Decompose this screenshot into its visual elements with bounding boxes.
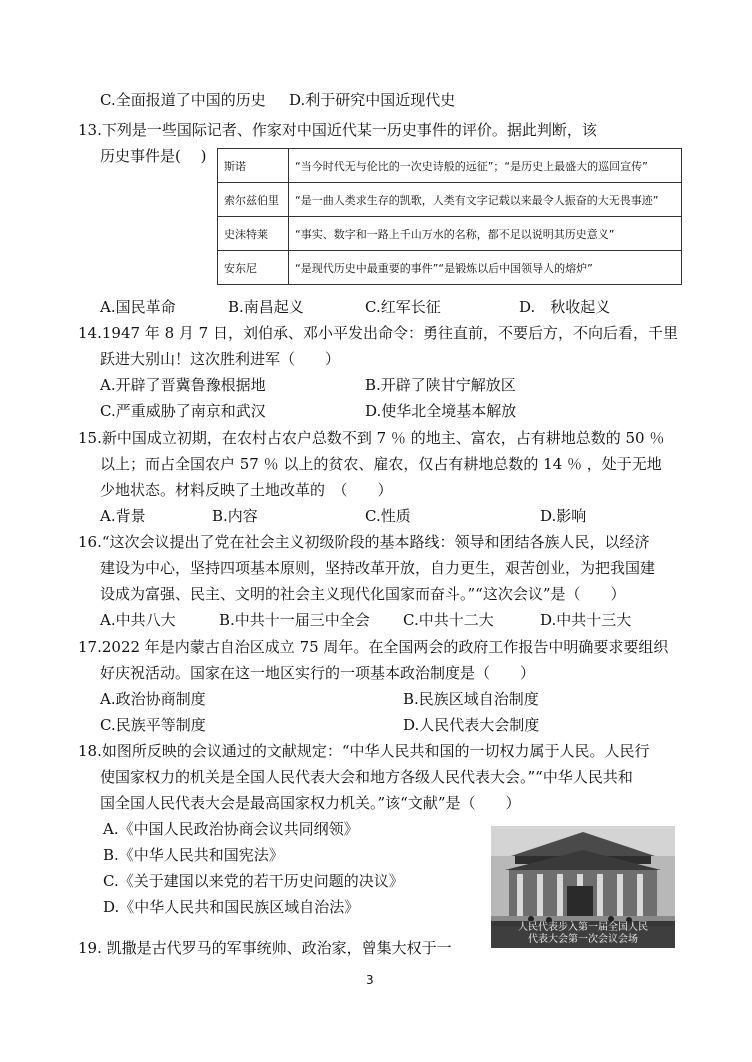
table-cell-name: 史沫特莱 bbox=[218, 217, 289, 251]
congress-hall-photo bbox=[491, 826, 675, 948]
q14-option-d: D.使华北全境基本解放 bbox=[365, 402, 517, 420]
q14-option-c: C.严重威胁了南京和武汉 bbox=[100, 402, 266, 420]
q18-option-b: B.《中华人民共和国宪法》 bbox=[103, 846, 284, 864]
q16-stem-line1: 16.“这次会议提出了党在社会主义初级阶段的基本路线：领导和团结各族人民，以经济 bbox=[78, 533, 650, 551]
q13-evaluation-table bbox=[217, 148, 682, 285]
page-number: 3 bbox=[366, 973, 374, 987]
q17-stem-line1: 17.2022 年是内蒙古自治区成立 75 周年。在全国两会的政府工作报告中明确要求要组织 bbox=[78, 638, 669, 656]
table-row bbox=[218, 251, 682, 285]
table-row bbox=[218, 183, 682, 217]
q16-option-c: C.中共十二大 bbox=[403, 611, 494, 629]
q18-option-c: C.《关于建国以来党的若干历史问题的决议》 bbox=[103, 872, 404, 890]
q13-option-b: B.南昌起义 bbox=[228, 298, 304, 316]
q19-stem-line1: 19. 凯撒是古代罗马的军事统帅、政治家，曾集大权于一 bbox=[78, 939, 452, 957]
q18-option-d: D.《中华人民共和国民族区域自治法》 bbox=[103, 898, 360, 916]
q14-option-a: A.开辟了晋冀鲁豫根据地 bbox=[100, 376, 266, 394]
table-cell-quote: “是一曲人类求生存的凯歌，人类有文字记载以来最令人振奋的大无畏事迹” bbox=[289, 183, 682, 217]
q12-option-c: C.全面报道了中国的历史 bbox=[100, 91, 266, 109]
q14-stem-line2: 跃进大别山！这次胜利进军（ ） bbox=[100, 350, 341, 368]
photo-caption-line1: 人民代表步入第一届全国人民 bbox=[518, 922, 648, 933]
table-row bbox=[218, 217, 682, 251]
q18-option-a: A.《中国人民政治协商会议共同纲领》 bbox=[103, 820, 359, 838]
q14-stem-line1: 14.1947 年 8 月 7 日，刘伯承、邓小平发出命令：勇往直前，不要后方，不向后看，千里 bbox=[78, 324, 678, 342]
q18-stem-line2: 使国家权力的机关是全国人民代表大会和地方各级人民代表大会。”“中华人民共和 bbox=[100, 768, 633, 786]
q16-option-a: A.中共八大 bbox=[100, 611, 176, 629]
q17-option-a: A.政治协商制度 bbox=[100, 690, 206, 708]
q14-option-b: B.开辟了陕甘宁解放区 bbox=[365, 376, 516, 394]
q17-option-c: C.民族平等制度 bbox=[100, 716, 206, 734]
q15-option-d: D.影响 bbox=[540, 507, 587, 525]
table-cell-quote: “当今时代无与伦比的一次史诗般的远征”；“是历史上最盛大的巡回宣传” bbox=[289, 149, 682, 183]
q15-stem-line3: 少地状态。材料反映了土地改革的 （ ） bbox=[100, 481, 393, 499]
q13-stem-line2: 历史事件是( ) bbox=[100, 147, 207, 165]
q18-stem-line1: 18.如图所反映的会议通过的文献规定：“中华人民共和国的一切权力属于人民。人民行 bbox=[78, 742, 650, 760]
q12-option-d: D.利于研究中国近现代史 bbox=[289, 91, 456, 109]
q17-stem-line2: 好庆祝活动。国家在这一地区实行的一项基本政治制度是（ ） bbox=[100, 664, 536, 682]
table-cell-quote: “是现代历史中最重要的事件”“是锻炼以后中国领导人的熔炉” bbox=[289, 251, 682, 285]
table-cell-name: 索尔兹伯里 bbox=[218, 183, 289, 217]
table-row bbox=[218, 149, 682, 183]
q16-option-b: B.中共十一届三中全会 bbox=[219, 611, 370, 629]
q18-stem-line3: 国全国人民代表大会是最高国家权力机关。”该“文献”是（ ） bbox=[100, 794, 521, 812]
q16-option-d: D.中共十三大 bbox=[540, 611, 632, 629]
q16-stem-line3: 设成为富强、民主、文明的社会主义现代化国家而奋斗。”“这次会议”是（ ） bbox=[100, 585, 626, 603]
q13-stem-line1: 13.下列是一些国际记者、作家对中国近代某一历史事件的评价。据此判断，该 bbox=[78, 121, 597, 139]
q17-option-d: D.人民代表大会制度 bbox=[403, 716, 540, 734]
q15-stem-line2: 以上；而占全国农户 57 ％ 以上的贫农、雇农，仅占有耕地总数的 14 ％ ，处于无地 bbox=[100, 455, 662, 473]
q15-option-a: A.背景 bbox=[100, 507, 146, 525]
q15-option-c: C.性质 bbox=[365, 507, 411, 525]
photo-caption-line2: 代表大会第一次会议会场 bbox=[528, 934, 638, 945]
q15-stem-line1: 15.新中国成立初期，在农村占农户总数不到 7 ％ 的地主、富农，占有耕地总数的 50 ％ bbox=[78, 429, 665, 447]
q15-option-b: B.内容 bbox=[212, 507, 258, 525]
table-cell-name: 斯诺 bbox=[218, 149, 289, 183]
q13-option-a: A.国民革命 bbox=[100, 298, 176, 316]
q17-option-b: B.民族区域自治制度 bbox=[403, 690, 539, 708]
q16-stem-line2: 建设为中心，坚持四项基本原则，坚持改革开放，自力更生，艰苦创业，为把我国建 bbox=[100, 559, 656, 577]
photo-caption bbox=[491, 921, 675, 948]
q13-option-c: C.红军长征 bbox=[365, 298, 441, 316]
q13-option-d: D. 秋收起义 bbox=[519, 298, 611, 316]
table-cell-quote: “事实、数字和一路上千山万水的名称，都不足以说明其历史意义” bbox=[289, 217, 682, 251]
table-cell-name: 安东尼 bbox=[218, 251, 289, 285]
